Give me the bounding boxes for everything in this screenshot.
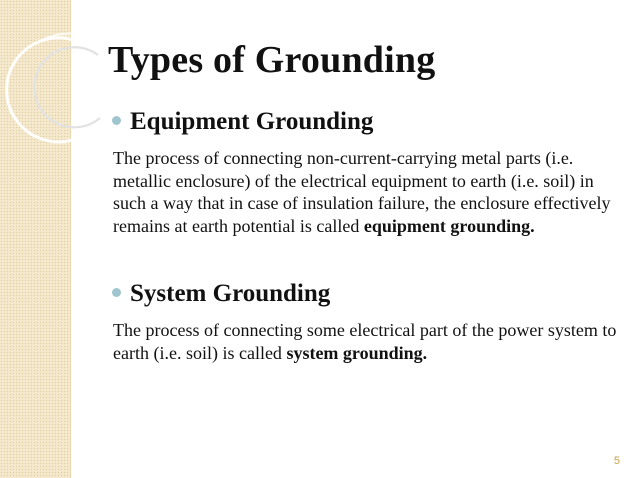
page-number: 5 bbox=[613, 455, 620, 467]
paragraph-bold-term: system grounding. bbox=[286, 342, 428, 363]
paragraph-text: The process of connecting non-current-carrying metal parts (i.e. metallic enclosure) of the electrical equipment to earth (i.e. soil) in such a way that in case of insulation failure, the enclosure effectively remains at earth potential is called bbox=[113, 148, 611, 237]
paragraph-equipment-grounding bbox=[113, 147, 623, 238]
decorative-rings bbox=[0, 0, 130, 170]
slide-title: Types of Grounding bbox=[108, 39, 436, 81]
bullet-heading: System Grounding bbox=[130, 280, 331, 307]
paragraph-bold-term: equipment grounding. bbox=[363, 216, 535, 237]
bullet-dot-icon bbox=[112, 116, 121, 125]
bullet-dot-icon bbox=[112, 288, 121, 297]
paragraph-system-grounding bbox=[113, 319, 623, 364]
bullet-equipment-grounding bbox=[112, 108, 373, 136]
paragraph-text: The process of connecting some electrical part of the power system to earth (i.e. soil) is called bbox=[113, 320, 617, 363]
bullet-heading: Equipment Grounding bbox=[130, 108, 374, 135]
bullet-system-grounding bbox=[112, 280, 330, 308]
